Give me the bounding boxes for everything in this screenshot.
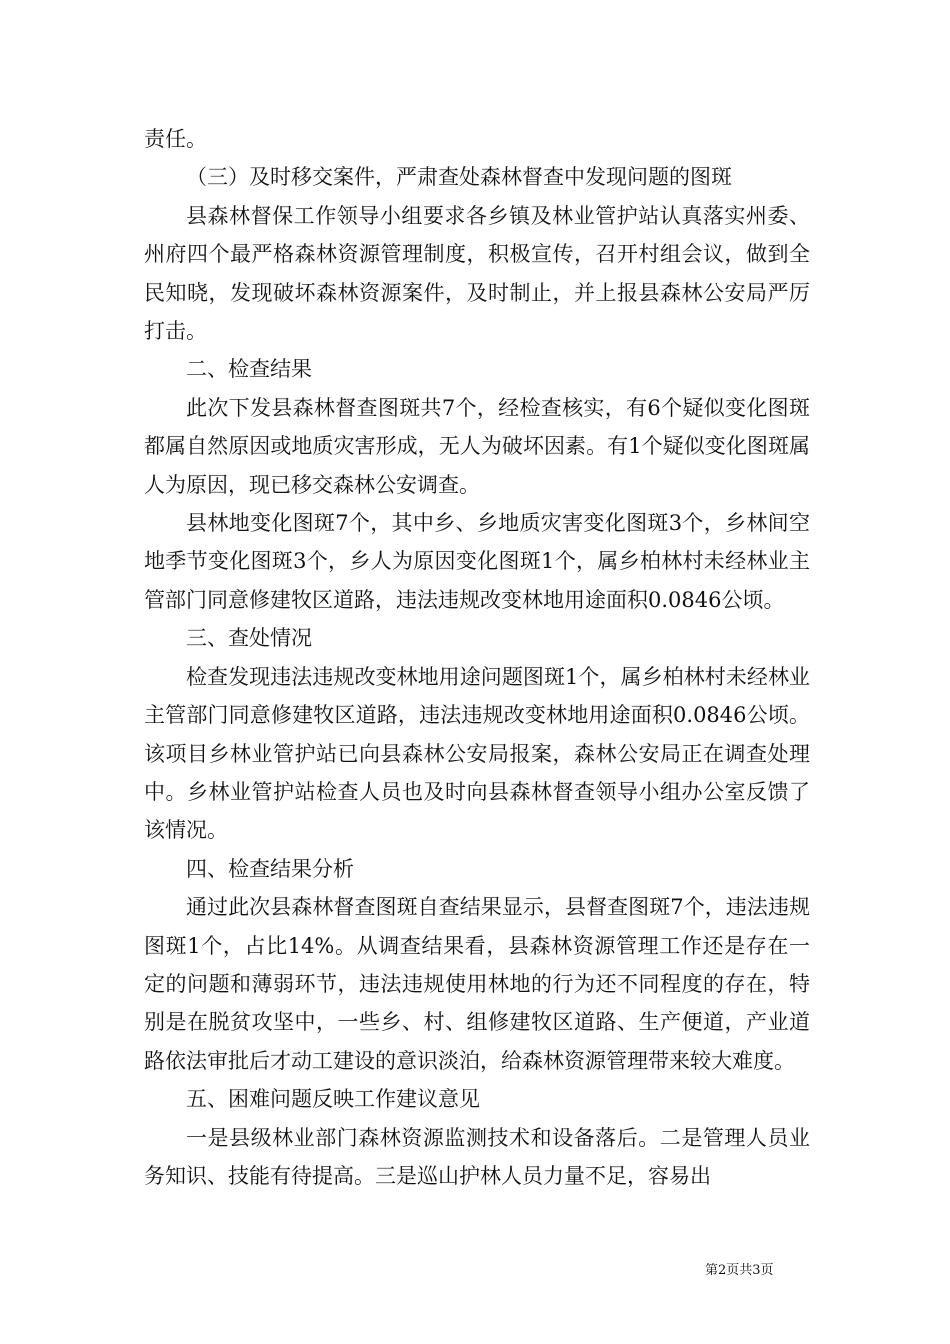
paragraph: 此次下发县森林督查图斑共7个，经检查核实，有6个疑似变化图斑都属自然原因或地质灾害形成，无人为破坏因素。有1个疑似变化图斑属人为原因，现已移交森林公安调查。 bbox=[144, 395, 810, 497]
section-heading-investigation: 三、查处情况 bbox=[186, 626, 312, 651]
section-heading-suggestions: 五、困难问题反映工作建议意见 bbox=[186, 1087, 480, 1112]
paragraph: 检查发现违法违规改变林地用途问题图斑1个，属乡柏林村未经林业主管部门同意修建牧区道路，违法违规改变林地用途面积0.0846公顷。该项目乡林业管护站已向县森林公安局报案，森林公安局正在调查处理中。乡林业管护站检查人员也及时向县森林督查领导小组办公室反馈了该情况。 bbox=[144, 664, 810, 843]
paragraph: 县森林督保工作领导小组要求各乡镇及林业管护站认真落实州委、州府四个最严格森林资源管理制度，积极宣传，召开村组会议，做到全民知晓，发现破坏森林资源案件，及时制止，并上报县森林公安局严厉打击。 bbox=[144, 203, 810, 344]
paragraph: 县林地变化图斑7个，其中乡、乡地质灾害变化图斑3个，乡林间空地季节变化图斑3个，乡人为原因变化图斑1个，属乡柏林村未经林业主管部门同意修建牧区道路，违法违规改变林地用途面积0.0846公顷。 bbox=[144, 511, 810, 612]
section-heading-analysis: 四、检查结果分析 bbox=[186, 856, 354, 881]
paragraph-continuation: 责任。 bbox=[144, 127, 207, 151]
page-number: 第2页共3页 bbox=[705, 1263, 774, 1278]
section-heading-3: （三）及时移交案件，严肃查处森林督查中发现问题的图斑 bbox=[186, 165, 732, 190]
document-body bbox=[144, 120, 810, 1195]
section-heading-inspection-results: 二、检查结果 bbox=[186, 357, 312, 382]
paragraph: 一是县级林业部门森林资源监测技术和设备落后。二是管理人员业务知识、技能有待提高。三是巡山护林人员力量不足，容易出 bbox=[144, 1125, 810, 1188]
paragraph: 通过此次县森林督查图斑自查结果显示，县督查图斑7个，违法违规图斑1个，占比14%。从调查结果看，县森林资源管理工作还是存在一定的问题和薄弱环节，违法违规使用林地的行为还不同程度的存在，特别是在脱贫攻坚中，一些乡、村、组修建牧区道路、生产便道，产业道路依法审批后才动工建设的意识淡泊，给森林资源管理带来较大难度。 bbox=[144, 895, 810, 1073]
